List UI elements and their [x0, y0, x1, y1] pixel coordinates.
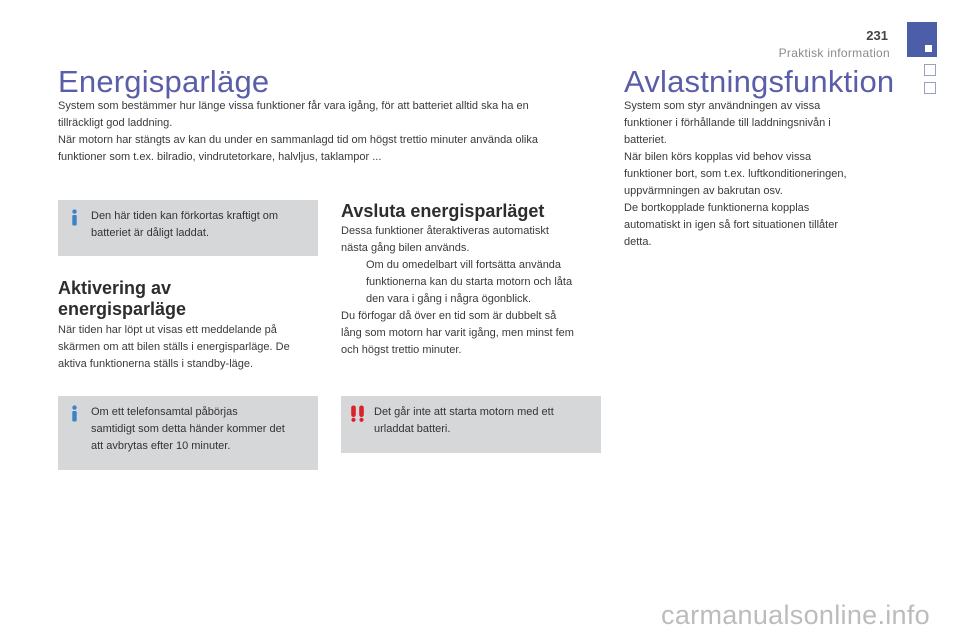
load-shedding-body: System som styr användningen av vissa funktioner i förhållande till laddningsnivån i batteriet. När bilen körs kopplas vid behov vissa funktioner bort, som t.ex. luftkonditioneringen, uppvärmningen av bakrutan osv. De bortkopplade funktionerna kopplas automatiskt in igen så fort situationen tillåter detta. [624, 100, 847, 248]
info-icon [67, 405, 82, 422]
exit-title: Avsluta energisparläget [341, 201, 545, 221]
info-note-text: Den här tiden kan förkortas kraftigt om batteriet är dåligt laddat. [91, 210, 279, 239]
chapter-tab[interactable] [924, 64, 936, 76]
info-note-phone-call [58, 396, 318, 470]
warning-note-text: Det går inte att starta motorn med ett urladdat batteri. [374, 406, 554, 435]
exit-body: Dessa funktioner återaktiveras automatiskt nästa gång bilen används. Om du omedelbart vill fortsätta använda funktionerna kan du starta motorn och låta den vara i gång i några ögonblick. Du förfogar då över en tid som är dubbelt så lång som motorn har varit igång, men minst fem och högst trettio minuter. [341, 223, 606, 359]
watermark: carmanualsonline.info [661, 600, 930, 630]
warning-icon [350, 405, 365, 422]
warning-note-battery [341, 396, 601, 453]
section-name: Praktisk information [778, 46, 890, 60]
info-note-text: Om ett telefonsamtal påbörjas samtidigt som detta händer kommer det att avbrytas efter 10 minuter. [91, 406, 285, 452]
activation-title: Aktivering av energisparläge [58, 278, 187, 319]
energy-saving-intro: System som bestämmer hur länge vissa funktioner får vara igång, för att batteriet alltid ska ha en tillräckligt god laddning. När motorn har stängts av kan du under en sammanlagd tid om högst trettio minuter använda olika funktioner som t.ex. bilradio, vindrutetorkare, halvljus, taklampor ... [58, 100, 538, 163]
exit-bullet: Om du omedelbart vill fortsätta använda funktionerna kan du starta motorn och låta den vara i gång i några ögonblick. [366, 259, 573, 305]
chapter-tab-active[interactable] [907, 22, 937, 57]
load-shedding-title: Avlastningsfunktion [624, 64, 895, 99]
info-note-battery [58, 200, 318, 256]
chapter-tab[interactable] [924, 82, 936, 94]
page-number: 231 [866, 28, 888, 43]
activation-body: När tiden har löpt ut visas ett meddelande på skärmen om att bilen ställs i energisparläge. De aktiva funktionerna ställs i standby-läge. [58, 324, 290, 370]
energy-saving-title: Energisparläge [58, 64, 270, 99]
info-icon [67, 209, 82, 226]
